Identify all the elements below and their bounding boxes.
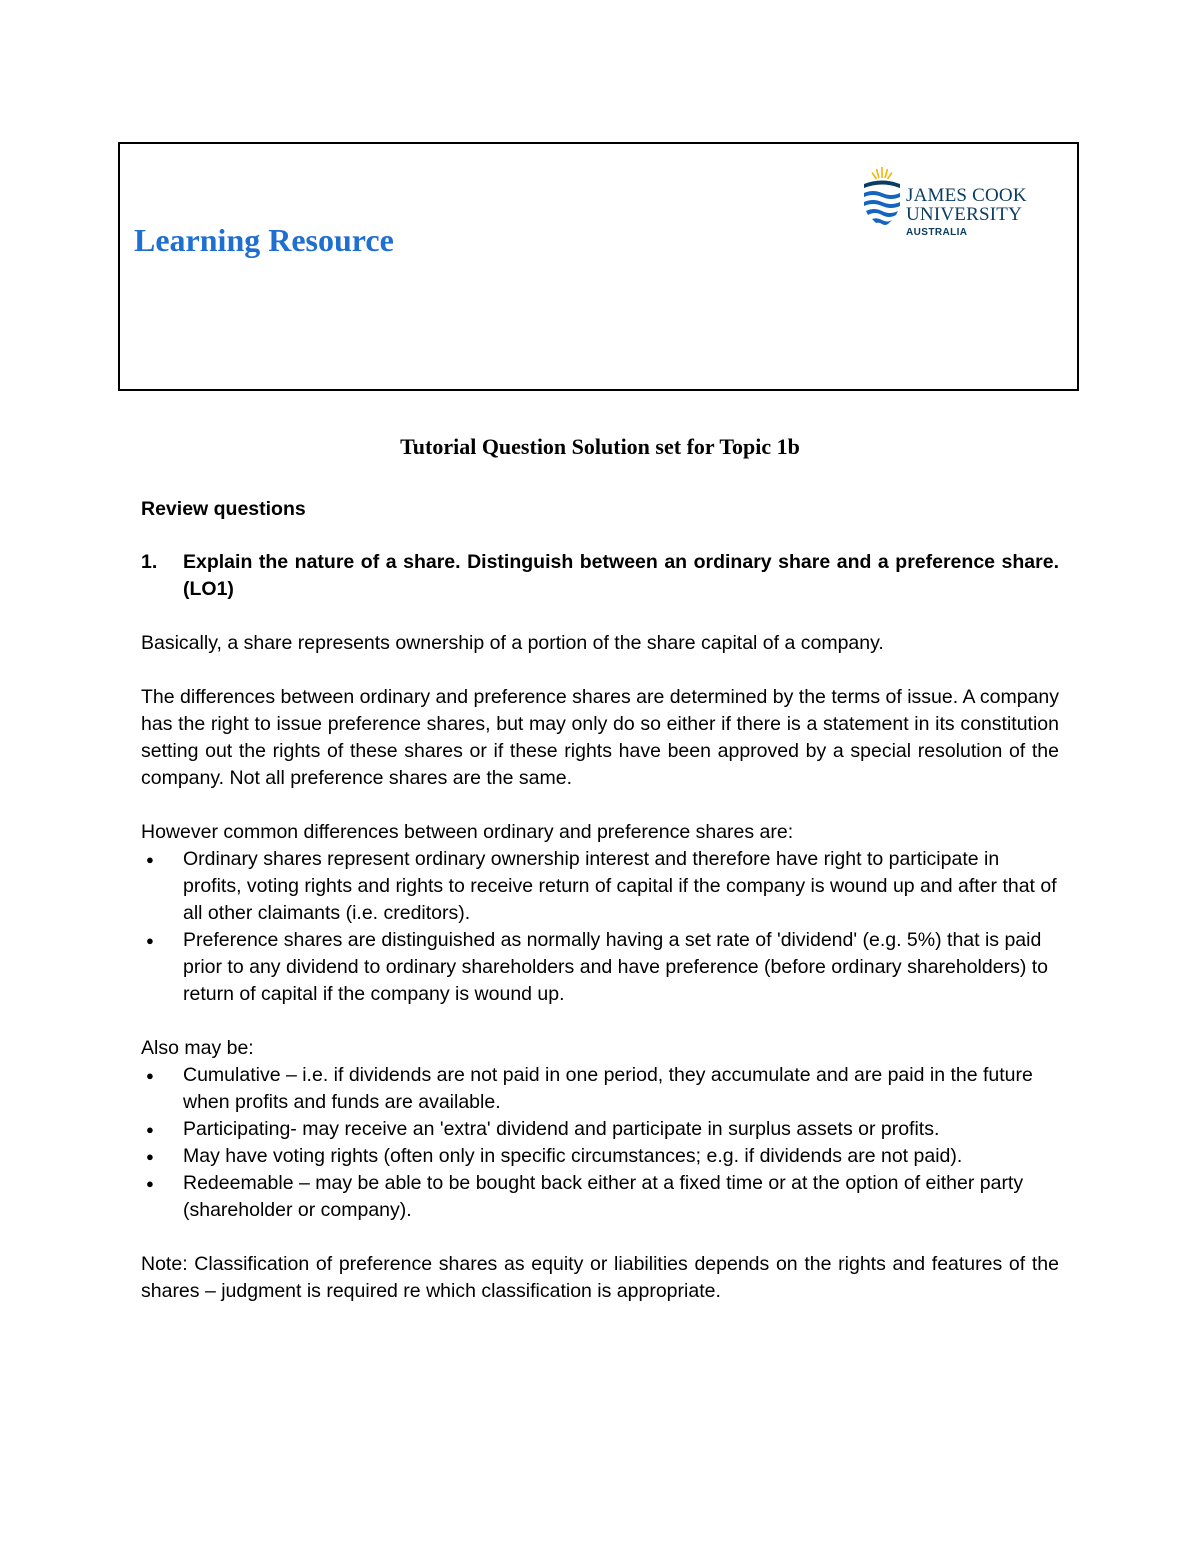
list-item: ● Cumulative – i.e. if dividends are not paid in one period, they accumulate and are paid in the future when profits and funds are available.: [141, 1062, 1059, 1116]
logo-line-university: UNIVERSITY: [906, 204, 1022, 225]
paragraph-share-definition: Basically, a share represents ownership of a portion of the share capital of a company.: [141, 632, 884, 654]
note-paragraph: Note: Classification of preference shares as equity or liabilities depends on the rights and features of the shares – judgment is required re which classification is appropriate.: [141, 1253, 1059, 1302]
list-item: ● Ordinary shares represent ordinary ownership interest and therefore have right to participate in profits, voting rights and rights to receive return of capital if the company is wound up and after that of all other claimants (i.e. creditors).: [141, 846, 1059, 927]
section-heading: Review questions: [141, 498, 306, 520]
header-box: [118, 142, 1079, 391]
logo-text: [906, 186, 1027, 238]
differences-intro: However common differences between ordinary and preference shares are:: [141, 821, 794, 843]
document-title: Tutorial Question Solution set for Topic 1b: [400, 434, 800, 459]
logo-line-james-cook: JAMES COOK: [906, 185, 1027, 206]
document-body: [141, 496, 1059, 1332]
list-item: ● Redeemable – may be able to be bought back either at a fixed time or at the option of either party (shareholder or company).: [141, 1170, 1059, 1224]
list-item: ● Participating- may receive an 'extra' dividend and participate in surplus assets or profits.: [141, 1116, 1059, 1143]
crest-icon: [860, 164, 904, 234]
differences-list: [141, 846, 1059, 1008]
question-text: Explain the nature of a share. Distinguish between an ordinary share and a preference share. (LO1): [183, 551, 1059, 600]
paragraph-differences: The differences between ordinary and preference shares are determined by the terms of issue. A company has the right to issue preference shares, but may only do so either if there is a statement in its constitution setting out the rights of these shares or if these rights have been approved by a special resolution of the company. Not all preference shares are the same.: [141, 686, 1059, 789]
university-logo: [860, 164, 1040, 244]
question-1: [141, 549, 1059, 603]
learning-resource-title: Learning Resource: [134, 222, 394, 258]
logo-line-australia: AUSTRALIA: [906, 227, 968, 238]
list-item: ● Preference shares are distinguished as normally having a set rate of 'dividend' (e.g. 5%) that is paid prior to any dividend to ordinary shareholders and have preference (before ordinary shareholders) to return of capital if the company is wound up.: [141, 927, 1059, 1008]
question-number: 1.: [141, 551, 158, 573]
also-list: [141, 1062, 1059, 1224]
list-item: ● May have voting rights (often only in specific circumstances; e.g. if dividends are not paid).: [141, 1143, 1059, 1170]
also-intro: Also may be:: [141, 1037, 254, 1059]
